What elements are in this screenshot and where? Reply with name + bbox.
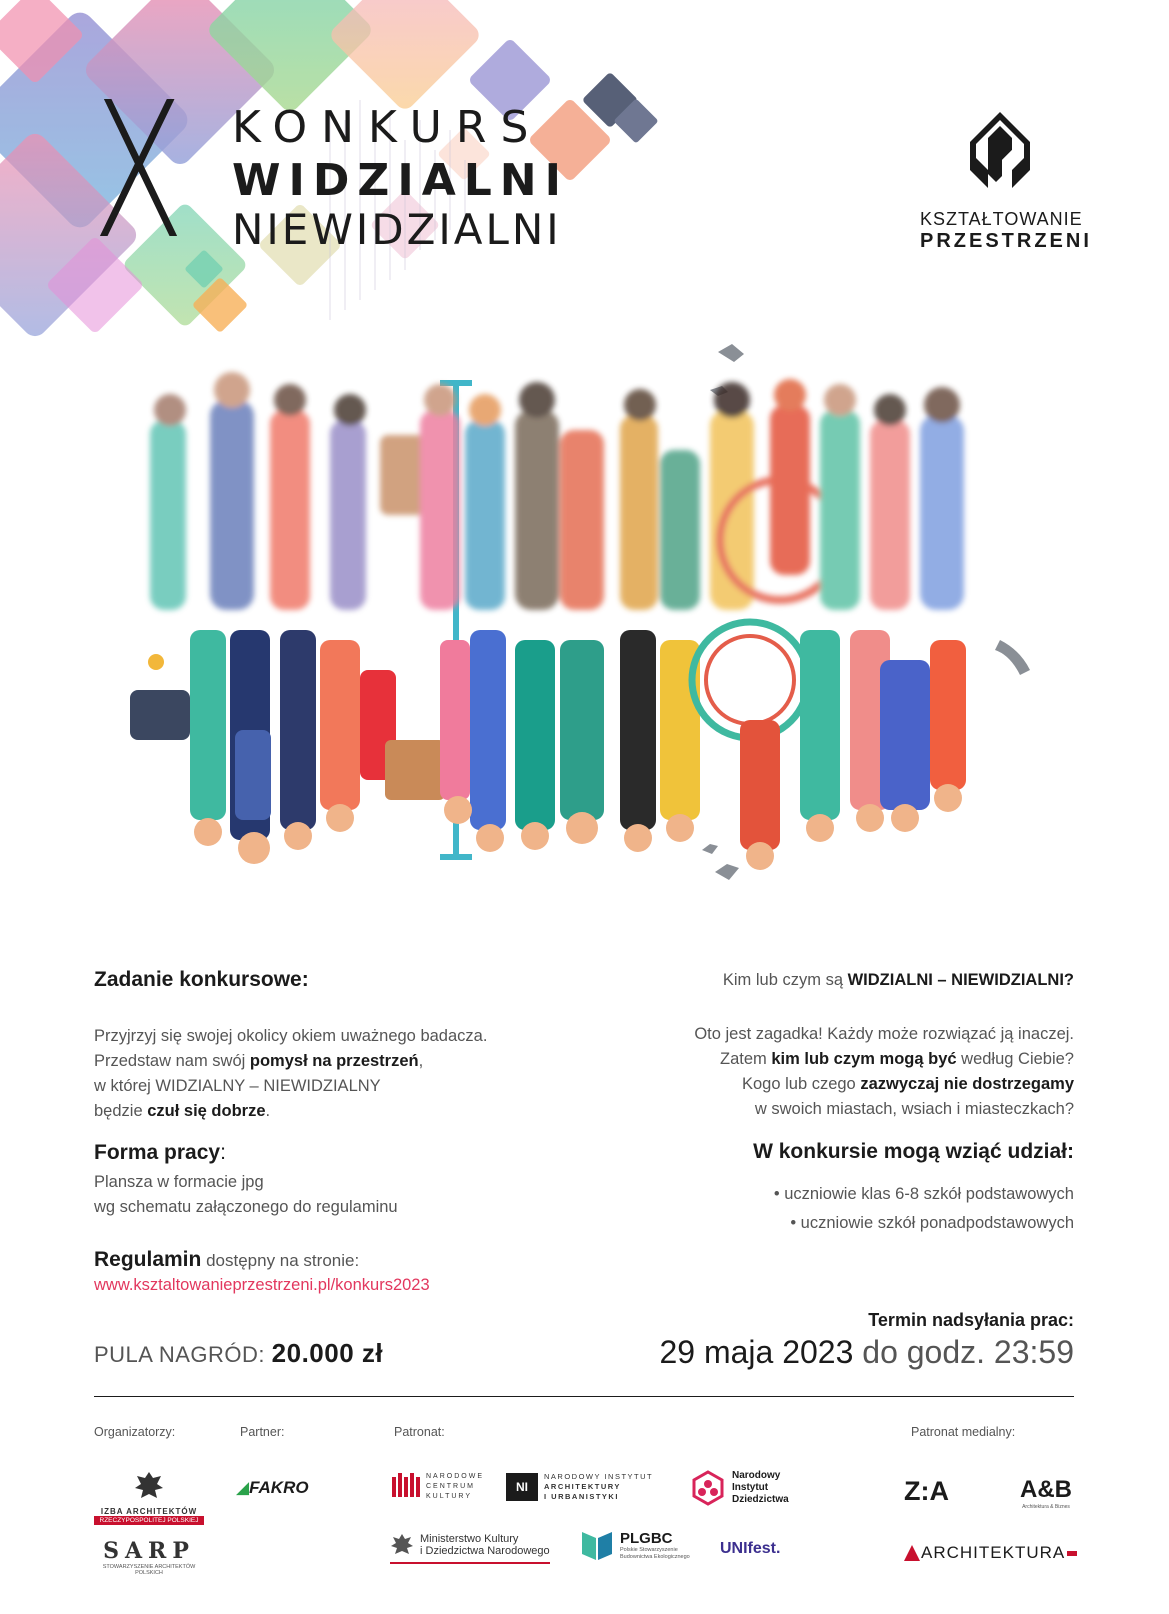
task-line-3: w której WIDZIALNY – NIEWIDZIALNY xyxy=(94,1077,381,1095)
unifest-logo: UNIfest. xyxy=(720,1540,781,1557)
mirrored-figures xyxy=(130,622,1030,870)
footer-divider xyxy=(94,1396,1074,1397)
nck-mark-icon xyxy=(392,1473,420,1501)
deadline-label: Termin nadsyłania prac: xyxy=(868,1310,1074,1330)
blurred-figures xyxy=(150,372,964,610)
prize-pool: PULA NAGRÓD: 20.000 zł xyxy=(94,1338,384,1368)
organizer-logo xyxy=(920,110,1092,253)
nck-logo: NARODOWE CENTRUM KULTURY xyxy=(392,1472,484,1502)
nid-logo: Narodowy Instytut Dziedzictwa xyxy=(690,1470,789,1506)
title-line-konkurs: KONKURS xyxy=(232,102,543,153)
rat-icon xyxy=(995,640,1030,675)
deadline-date: 29 maja 2023 do godz. 23:59 xyxy=(659,1334,1074,1370)
eligibility-heading: W konkursie mogą wziąć udział: xyxy=(753,1140,1074,1163)
form-description: Plansza w formacie jpg wg schematu załączonego do regulaminu xyxy=(94,1173,398,1216)
eagle-icon xyxy=(390,1532,414,1558)
eagle-icon xyxy=(133,1470,165,1502)
fakro-mark-icon: ◢ xyxy=(236,1478,250,1497)
architektura-logo: ARCHITEKTURA xyxy=(904,1543,1077,1563)
plgbc-mark-icon xyxy=(580,1528,614,1562)
niaiu-logo: NI NARODOWY INSTYTUT ARCHITEKTURY I URBANISTYKI xyxy=(506,1472,653,1502)
rules-heading: Regulamin dostępny na stronie: xyxy=(94,1248,360,1271)
riddle-text: Oto jest zagadka! Każdy może rozwiązać ją inaczej. Zatem kim lub czym mogą być według Ciebie? Kogo lub czego zazwyczaj nie dostrzegamy w swoich miastach, wsiach i miasteczkach? xyxy=(694,1025,1074,1118)
edition-numeral: X xyxy=(92,62,182,281)
eligibility-list xyxy=(514,1180,1074,1238)
nid-mark-icon xyxy=(690,1470,726,1506)
task-line-1: Przyjrzyj się swojej okolicy okiem uważnego badacza. xyxy=(94,1027,488,1045)
bee-icon xyxy=(148,654,164,670)
mkidn-logo: Ministerstwo Kultury i Dziedzictwa Narodowego xyxy=(390,1532,550,1564)
patronage-label: Patronat: xyxy=(394,1425,445,1439)
organizer-logo-line1: KSZTAŁTOWANIE xyxy=(920,209,1083,229)
izba-architektow-logo: IZBA ARCHITEKTÓW RZECZYPOSPOLITEJ POLSKIEJ xyxy=(94,1470,204,1525)
crowd-illustration xyxy=(120,340,1070,920)
form-heading: Forma pracy: xyxy=(94,1141,226,1164)
ab-logo: A&B Architektura & Biznes xyxy=(1020,1476,1072,1510)
title-line-widzialni: WIDZIALNI xyxy=(232,155,569,206)
eligibility-item: • uczniowie szkół ponadpodstawowych xyxy=(790,1214,1074,1232)
organizer-logo-icon xyxy=(968,110,1032,200)
organizers-label: Organizatorzy: xyxy=(94,1425,176,1439)
architektura-mark-icon xyxy=(904,1545,920,1561)
fakro-logo: ◢FAKRO xyxy=(236,1478,309,1497)
za-logo: Z:A xyxy=(904,1476,949,1506)
niaiu-mark-icon: NI xyxy=(506,1473,538,1501)
partner-label: Partner: xyxy=(240,1425,285,1439)
task-line-4: będzie czuł się dobrze. xyxy=(94,1102,271,1120)
sarp-logo: SARP STOWARZYSZENIE ARCHITEKTÓW POLSKICH xyxy=(102,1538,196,1576)
plgbc-logo: PLGBC Polskie Stowarzyszenie Budownictwa Ekologicznego xyxy=(580,1528,690,1562)
media-patronage-label: Patronat medialny: xyxy=(911,1425,1016,1439)
title-line-niewidzialni: NIEWIDZIALNI xyxy=(232,205,562,254)
rules-link[interactable]: www.ksztaltowanieprzestrzeni.pl/konkurs2023 xyxy=(94,1276,430,1294)
task-line-2: Przedstaw nam swój pomysł na przestrzeń, xyxy=(94,1052,424,1070)
organizer-logo-line2: PRZESTRZENI xyxy=(920,230,1092,252)
question-line: Kim lub czym są WIDZIALNI – NIEWIDZIALNI? xyxy=(722,971,1074,989)
task-heading: Zadanie konkursowe: xyxy=(94,968,309,991)
eligibility-item: • uczniowie klas 6-8 szkół podstawowych xyxy=(773,1185,1074,1203)
